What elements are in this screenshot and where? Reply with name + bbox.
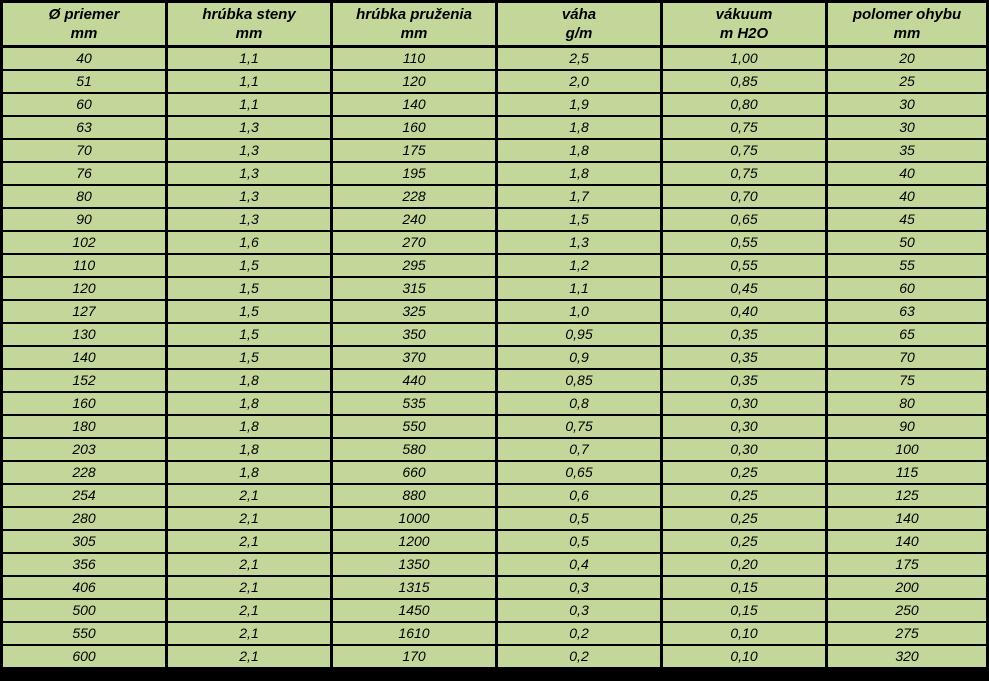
cell-spring-thickness: 140 [330,92,495,115]
cell-weight: 1,7 [495,184,660,207]
cell-vacuum: 0,45 [660,276,825,299]
cell-weight: 0,6 [495,483,660,506]
cell-diameter: 180 [0,414,165,437]
cell-weight: 2,0 [495,69,660,92]
cell-spring-thickness: 535 [330,391,495,414]
cell-diameter: 280 [0,506,165,529]
cell-weight: 0,65 [495,460,660,483]
cell-diameter: 90 [0,207,165,230]
table-row [0,253,989,276]
cell-diameter: 76 [0,161,165,184]
cell-diameter: 550 [0,621,165,644]
cell-wall-thickness: 1,1 [165,48,330,69]
cell-bend-radius: 40 [825,161,989,184]
cell-bend-radius: 250 [825,598,989,621]
cell-wall-thickness: 1,3 [165,184,330,207]
cell-spring-thickness: 228 [330,184,495,207]
cell-vacuum: 0,35 [660,322,825,345]
cell-weight: 0,95 [495,322,660,345]
cell-vacuum: 0,65 [660,207,825,230]
cell-spring-thickness: 350 [330,322,495,345]
cell-bend-radius: 90 [825,414,989,437]
cell-bend-radius: 70 [825,345,989,368]
cell-wall-thickness: 2,1 [165,644,330,667]
table-row [0,529,989,552]
cell-spring-thickness: 660 [330,460,495,483]
cell-weight: 1,8 [495,138,660,161]
header-vacuum-unit: m H2O [719,25,769,42]
cell-weight: 0,8 [495,391,660,414]
table-row [0,322,989,345]
cell-weight: 0,85 [495,368,660,391]
cell-spring-thickness: 315 [330,276,495,299]
header-diameter-unit: mm [70,25,98,42]
cell-wall-thickness: 2,1 [165,483,330,506]
cell-bend-radius: 35 [825,138,989,161]
cell-diameter: 40 [0,48,165,69]
table-row [0,391,989,414]
table-row [0,414,989,437]
cell-vacuum: 0,10 [660,621,825,644]
cell-diameter: 228 [0,460,165,483]
cell-weight: 1,5 [495,207,660,230]
table-row [0,184,989,207]
cell-diameter: 120 [0,276,165,299]
cell-wall-thickness: 1,8 [165,391,330,414]
header-weight-label: váha [561,6,597,23]
table-row [0,598,989,621]
cell-wall-thickness: 2,1 [165,552,330,575]
cell-spring-thickness: 195 [330,161,495,184]
table-body [0,48,989,667]
cell-vacuum: 0,25 [660,529,825,552]
table-row [0,437,989,460]
cell-diameter: 102 [0,230,165,253]
cell-weight: 0,2 [495,644,660,667]
cell-spring-thickness: 1450 [330,598,495,621]
cell-spring-thickness: 120 [330,69,495,92]
cell-diameter: 70 [0,138,165,161]
table-row [0,207,989,230]
cell-bend-radius: 75 [825,368,989,391]
cell-spring-thickness: 1000 [330,506,495,529]
cell-wall-thickness: 1,5 [165,253,330,276]
cell-diameter: 500 [0,598,165,621]
cell-vacuum: 0,10 [660,644,825,667]
cell-wall-thickness: 1,3 [165,138,330,161]
cell-weight: 0,4 [495,552,660,575]
cell-weight: 0,3 [495,598,660,621]
cell-wall-thickness: 2,1 [165,529,330,552]
cell-spring-thickness: 170 [330,644,495,667]
cell-vacuum: 0,30 [660,414,825,437]
header-row [0,0,989,48]
cell-bend-radius: 140 [825,529,989,552]
cell-spring-thickness: 1315 [330,575,495,598]
cell-wall-thickness: 1,6 [165,230,330,253]
cell-vacuum: 0,55 [660,253,825,276]
cell-wall-thickness: 1,5 [165,276,330,299]
cell-diameter: 406 [0,575,165,598]
header-diameter [0,0,165,48]
cell-weight: 0,75 [495,414,660,437]
cell-bend-radius: 20 [825,48,989,69]
cell-vacuum: 0,75 [660,115,825,138]
cell-wall-thickness: 1,3 [165,207,330,230]
cell-bend-radius: 115 [825,460,989,483]
table-row [0,138,989,161]
cell-vacuum: 0,15 [660,598,825,621]
cell-weight: 1,3 [495,230,660,253]
cell-diameter: 63 [0,115,165,138]
cell-wall-thickness: 2,1 [165,598,330,621]
table-row [0,552,989,575]
cell-spring-thickness: 1350 [330,552,495,575]
cell-vacuum: 0,30 [660,437,825,460]
cell-wall-thickness: 1,3 [165,161,330,184]
table-row [0,506,989,529]
cell-vacuum: 0,25 [660,460,825,483]
header-spring-thickness [330,0,495,48]
header-bend-radius-unit: mm [893,25,921,42]
cell-bend-radius: 100 [825,437,989,460]
cell-wall-thickness: 1,8 [165,460,330,483]
cell-spring-thickness: 580 [330,437,495,460]
table-row [0,115,989,138]
cell-bend-radius: 65 [825,322,989,345]
cell-spring-thickness: 240 [330,207,495,230]
cell-wall-thickness: 2,1 [165,575,330,598]
cell-spring-thickness: 1610 [330,621,495,644]
cell-diameter: 254 [0,483,165,506]
cell-diameter: 140 [0,345,165,368]
cell-wall-thickness: 1,5 [165,322,330,345]
cell-diameter: 51 [0,69,165,92]
cell-weight: 0,9 [495,345,660,368]
cell-diameter: 305 [0,529,165,552]
cell-weight: 2,5 [495,48,660,69]
cell-diameter: 600 [0,644,165,667]
cell-spring-thickness: 175 [330,138,495,161]
cell-wall-thickness: 1,5 [165,345,330,368]
cell-weight: 0,3 [495,575,660,598]
table-row [0,69,989,92]
cell-weight: 0,7 [495,437,660,460]
cell-vacuum: 0,80 [660,92,825,115]
table-row [0,276,989,299]
table-row [0,230,989,253]
cell-vacuum: 0,75 [660,138,825,161]
cell-vacuum: 0,30 [660,391,825,414]
header-wall-thickness-label: hrúbka steny [202,6,296,23]
table-row [0,460,989,483]
cell-weight: 0,5 [495,529,660,552]
cell-bend-radius: 30 [825,115,989,138]
table-row [0,483,989,506]
cell-diameter: 152 [0,368,165,391]
table-row [0,299,989,322]
cell-diameter: 60 [0,92,165,115]
table-row [0,48,989,69]
cell-diameter: 127 [0,299,165,322]
cell-vacuum: 0,55 [660,230,825,253]
cell-wall-thickness: 1,8 [165,368,330,391]
cell-spring-thickness: 550 [330,414,495,437]
cell-weight: 0,5 [495,506,660,529]
cell-bend-radius: 25 [825,69,989,92]
cell-bend-radius: 140 [825,506,989,529]
cell-wall-thickness: 1,3 [165,115,330,138]
cell-wall-thickness: 1,1 [165,69,330,92]
cell-wall-thickness: 1,8 [165,414,330,437]
cell-vacuum: 0,75 [660,161,825,184]
header-bend-radius-label: polomer ohybu [852,6,962,23]
cell-weight: 1,8 [495,161,660,184]
header-vacuum [660,0,825,48]
cell-wall-thickness: 1,8 [165,437,330,460]
header-wall-thickness [165,0,330,48]
header-spring-thickness-unit: mm [400,25,428,42]
cell-wall-thickness: 2,1 [165,621,330,644]
table-row [0,644,989,667]
cell-bend-radius: 60 [825,276,989,299]
cell-bend-radius: 45 [825,207,989,230]
cell-spring-thickness: 160 [330,115,495,138]
cell-spring-thickness: 110 [330,48,495,69]
table-row [0,345,989,368]
header-vacuum-label: vákuum [715,6,773,23]
cell-vacuum: 0,40 [660,299,825,322]
cell-vacuum: 1,00 [660,48,825,69]
cell-bend-radius: 125 [825,483,989,506]
cell-wall-thickness: 2,1 [165,506,330,529]
cell-diameter: 80 [0,184,165,207]
cell-weight: 1,9 [495,92,660,115]
cell-spring-thickness: 370 [330,345,495,368]
cell-diameter: 110 [0,253,165,276]
cell-spring-thickness: 440 [330,368,495,391]
cell-diameter: 130 [0,322,165,345]
cell-spring-thickness: 1200 [330,529,495,552]
cell-vacuum: 0,35 [660,345,825,368]
cell-bend-radius: 175 [825,552,989,575]
cell-weight: 1,8 [495,115,660,138]
cell-bend-radius: 80 [825,391,989,414]
table-row [0,368,989,391]
cell-wall-thickness: 1,1 [165,92,330,115]
cell-bend-radius: 200 [825,575,989,598]
header-spring-thickness-label: hrúbka pruženia [356,6,472,23]
cell-vacuum: 0,25 [660,506,825,529]
cell-spring-thickness: 270 [330,230,495,253]
cell-bend-radius: 55 [825,253,989,276]
cell-diameter: 203 [0,437,165,460]
header-wall-thickness-unit: mm [235,25,263,42]
cell-vacuum: 0,15 [660,575,825,598]
cell-wall-thickness: 1,5 [165,299,330,322]
header-weight [495,0,660,48]
cell-spring-thickness: 880 [330,483,495,506]
cell-vacuum: 0,35 [660,368,825,391]
table-row [0,161,989,184]
cell-weight: 0,2 [495,621,660,644]
table-row [0,575,989,598]
cell-vacuum: 0,70 [660,184,825,207]
cell-bend-radius: 320 [825,644,989,667]
cell-bend-radius: 30 [825,92,989,115]
cell-vacuum: 0,85 [660,69,825,92]
cell-weight: 1,2 [495,253,660,276]
table-row [0,92,989,115]
cell-diameter: 356 [0,552,165,575]
cell-bend-radius: 63 [825,299,989,322]
cell-vacuum: 0,20 [660,552,825,575]
cell-bend-radius: 50 [825,230,989,253]
cell-bend-radius: 275 [825,621,989,644]
header-bend-radius [825,0,989,48]
header-diameter-label: Ø priemer [48,6,120,23]
header-weight-unit: g/m [565,25,593,42]
cell-diameter: 160 [0,391,165,414]
cell-bend-radius: 40 [825,184,989,207]
cell-vacuum: 0,25 [660,483,825,506]
cell-weight: 1,0 [495,299,660,322]
table-row [0,621,989,644]
cell-weight: 1,1 [495,276,660,299]
cell-spring-thickness: 325 [330,299,495,322]
cell-spring-thickness: 295 [330,253,495,276]
table-header [0,0,989,48]
